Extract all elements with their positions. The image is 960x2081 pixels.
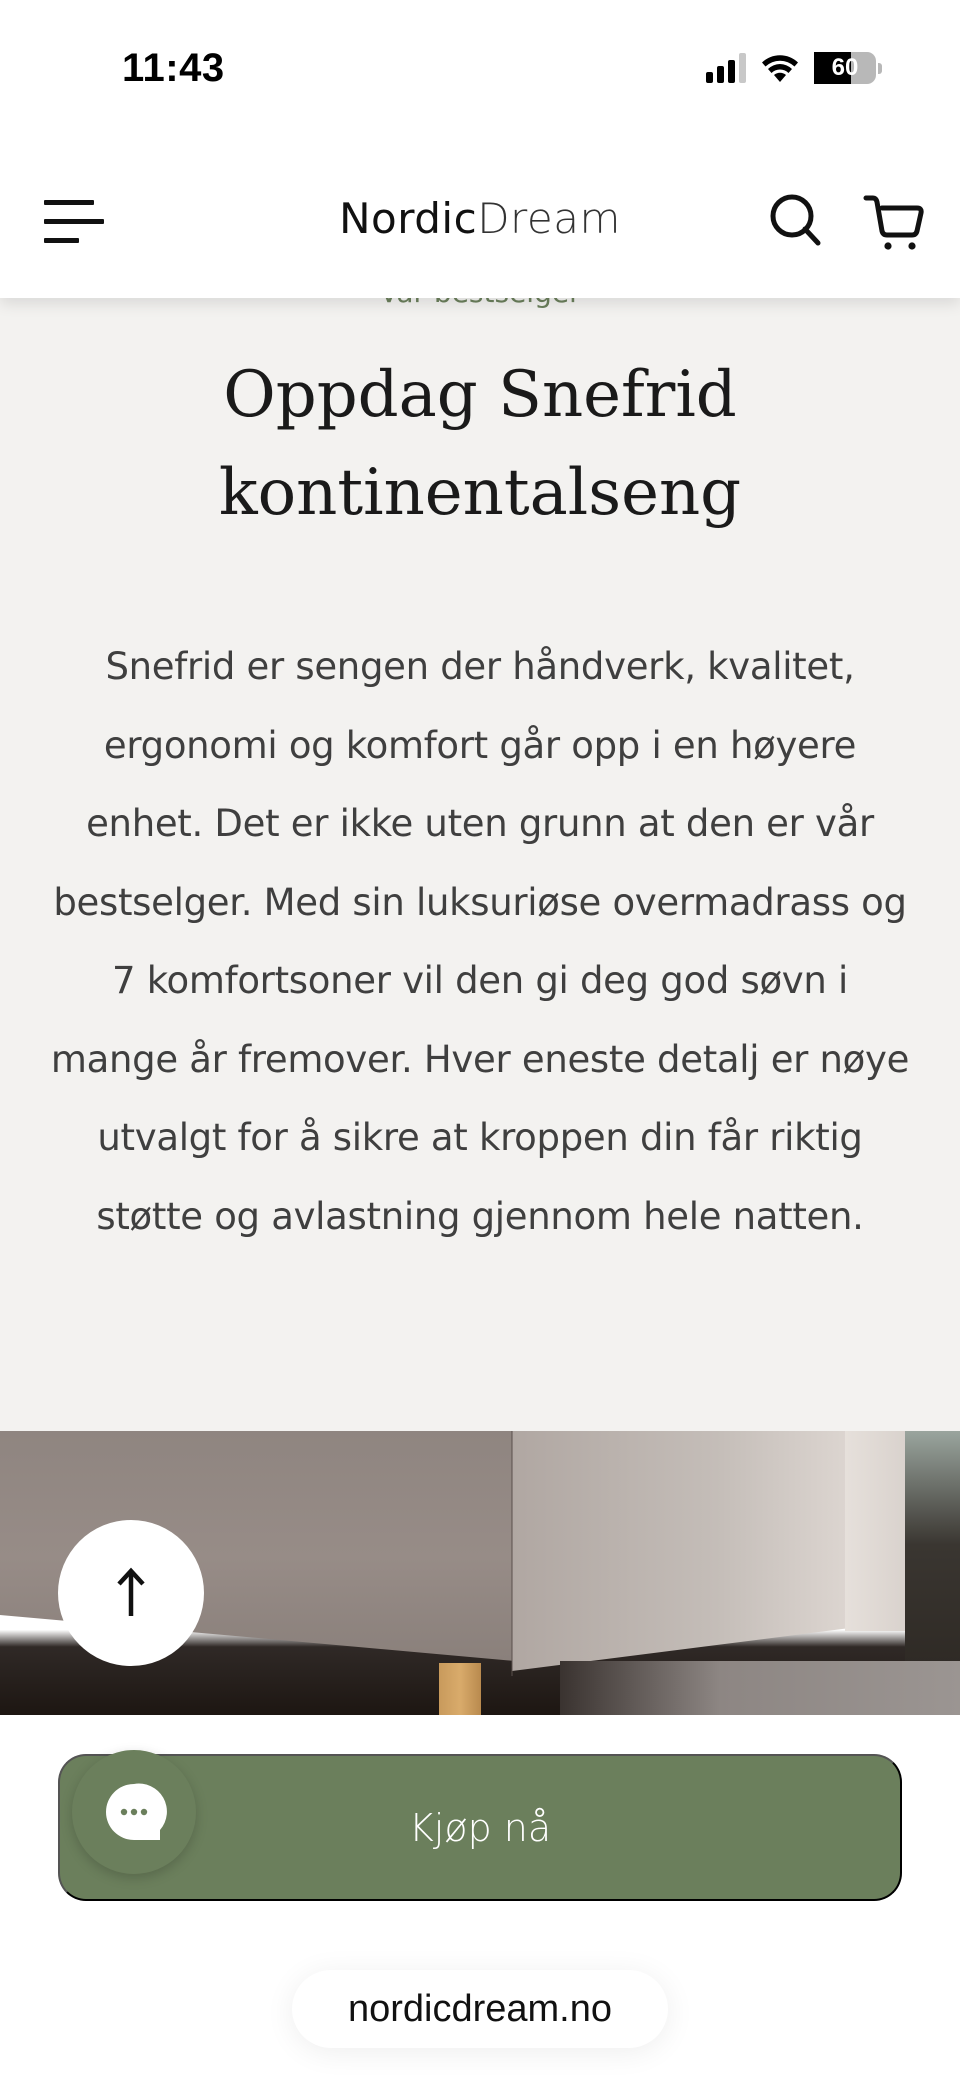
cart-icon [860, 190, 930, 252]
cart-button[interactable] [860, 190, 930, 252]
status-bar [0, 0, 960, 140]
site-header [0, 140, 960, 298]
browser-url-bar[interactable]: nordicdream.no [292, 1970, 668, 2048]
sticky-footer [0, 1715, 960, 2081]
chat-bubble-icon [102, 1780, 166, 1844]
title-line-1: Oppdag Snefrid [223, 358, 737, 432]
search-button[interactable] [768, 192, 828, 252]
logo-light: Dream [477, 194, 621, 243]
arrow-up-icon [111, 1566, 151, 1620]
battery-level: 60 [831, 54, 859, 81]
battery-icon [814, 52, 882, 84]
signal-icon [706, 53, 746, 83]
wifi-icon [760, 53, 800, 83]
chat-button[interactable] [72, 1750, 196, 1874]
logo-bold: Nordic [339, 194, 478, 243]
search-icon [768, 192, 828, 252]
status-icons [706, 52, 882, 84]
page-title [60, 346, 900, 542]
title-line-2: kontinentalseng [218, 456, 742, 530]
scroll-to-top-button[interactable] [58, 1520, 204, 1666]
product-intro-section [0, 298, 960, 1431]
bed-leg [439, 1663, 481, 1715]
status-time: 11:43 [122, 46, 225, 90]
buy-now-button[interactable]: Kjøp nå [58, 1754, 902, 1901]
product-description: Snefrid er sengen der håndverk, kvalitet, ergonomi og komfort går opp i en høyere enhet. Det er ikke uten grunn at den er vår bestselger. Med sin luksuriøse overmadrass og 7 komfortsoner vil den gi deg god søvn i mange år fremover. Hver eneste detalj er nøye utvalgt for å sikre at kroppen din får riktig støtte og avlastning gjennom hele natten. [50, 645, 910, 1238]
